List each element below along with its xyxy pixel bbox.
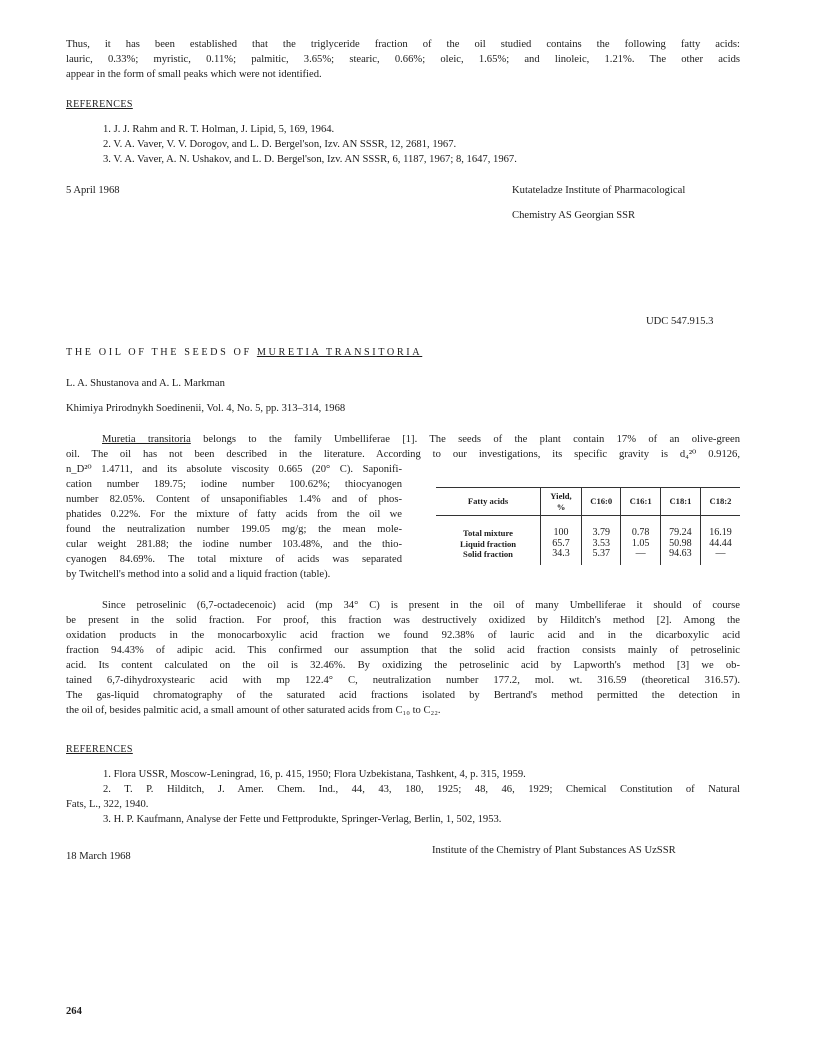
cell-value: — [700,549,740,565]
cell-value: 5.37 [582,549,621,565]
institution-line: Institute of the Chemistry of Plant Substances AS UzSSR [432,845,676,856]
body-para2-line: oxidation products in the monocarboxylic acid fraction we found 92.38% of lauric acid and in the dicarboxylic acid [66,630,740,641]
cell-value: 100 [541,516,582,539]
body-narrow-line: number 82.05%. Content of unsaponifiables 1.4% and of phos- [66,494,402,505]
fatty-acids-table [436,487,740,565]
received-date: 5 April 1968 [66,185,120,196]
table-row [436,539,740,550]
reference-item: 3. H. P. Kaufmann, Analyse der Fette und Fettprodukte, Springer-Verlag, Berlin, 1, 502, 1953. [103,814,502,825]
body-narrow-line: cation number 189.75; iodine number 100.62%; thiocyanogen [66,479,402,490]
reference-item: Fats, L., 322, 1940. [66,799,149,810]
body-para2-line: acid. Its content calculated on the oil is 32.46%. By oxidizing the petroselinic acid by Lapworth's method [3] we ob- [66,660,740,671]
header-c16-1: C16:1 [621,488,660,516]
article-title-prefix: THE OIL OF THE SEEDS OF [66,347,257,358]
para2-line-text: Since petroselinic (6,7-octadecenoic) acid (mp 34° C) is present in the oil of many Umbelliferae it should of course [102,600,740,611]
body-line-2: oil. The oil has not been described in the literature. According to our investigations, its specific gravity is d₄²⁰ 0.9126, [66,449,740,460]
cell-value: 94.63 [660,549,700,565]
header-fatty-acids: Fatty acids [467,496,509,507]
cell-value: 16.19 [700,516,740,539]
body-line-1 [66,432,740,448]
header-c18-2: C18:2 [700,488,740,516]
body-narrow-line: by Twitchell's method into a solid and a liquid fraction (table). [66,569,331,580]
udc-code: UDC 547.915.3 [646,316,714,327]
body-para2-line: tained 6,7-dihydroxystearic acid with mp 122.4° C, neutralization number 177.2, mol. wt. 316.59 (theoretical 316.57). [66,675,740,686]
table-row [436,549,740,565]
article-title [66,345,422,361]
intro-line-2: lauric, 0.33%; myristic, 0.11%; palmitic, 3.65%; stearic, 0.66%; oleic, 1.65%; and linoleic, 1.21%. The other acids [66,54,740,65]
reference-item: 2. V. A. Vaver, V. V. Dorogov, and L. D. Bergel'son, Izv. AN SSSR, 12, 2681, 1967. [103,139,457,150]
article-title-species: MURETIA TRANSITORIA [256,347,423,358]
received-date: 18 March 1968 [66,851,131,862]
cell-value: 44.44 [700,539,740,550]
intro-line-3: appear in the form of small peaks which were not identified. [66,69,322,80]
table-header-row [436,488,740,516]
cell-value: 34.3 [541,549,582,565]
institution-line: Kutateladze Institute of Pharmacological [512,185,686,196]
body-narrow-line: found the neutralization number 199.05 mg/g; the mean mole- [66,524,402,535]
cell-value: — [621,549,660,565]
cell-value: 3.53 [582,539,621,550]
body-para2-line: be present in the solid fraction. For proof, this fraction was destructively oxidized by Hilditch's method [2]. Among the [66,615,740,626]
body-narrow-line: cular weight 281.88; the iodine number 103.48%, and the thio- [66,539,402,550]
header-c16-0: C16:0 [582,488,621,516]
cell-value: 0.78 [621,516,660,539]
references-heading: REFERENCES [66,99,133,110]
row-label: Liquid fraction [459,538,517,549]
institution-line: Chemistry AS Georgian SSR [512,210,636,221]
cell-value: 3.79 [582,516,621,539]
references-heading: REFERENCES [66,744,133,755]
body-line-1-text: belongs to the family Umbelliferae [1]. The seeds of the plant contain 17% of an olive-green [190,434,740,445]
body-para2-line [66,598,740,614]
fatty-acids-table-wrap [436,487,740,565]
row-label: Total mixture [463,528,513,539]
body-narrow-line: phatides 0.22%. For the mixture of fatty acids from the oil we [66,509,402,520]
reference-item: 1. Flora USSR, Moscow-Leningrad, 16, p. 415, 1950; Flora Uzbekistana, Tashkent, 4, p. 315, 1959. [103,769,526,780]
header-c18-1: C18:1 [660,488,700,516]
cell-value: 50.98 [660,539,700,550]
body-para2-line: the oil of, besides palmitic acid, a small amount of other saturated acids from C₁₀ to C₂₂. [66,705,441,716]
table-row [436,516,740,539]
body-para2-line: The gas-liquid chromatography of the saturated acid fractions isolated by Bertrand's method permitted the detection in [66,690,740,701]
article-authors: L. A. Shustanova and A. L. Markman [66,378,225,389]
row-label: Solid fraction [463,549,513,560]
body-narrow-line: cyanogen 84.69%. The total mixture of acids was separated [66,554,402,565]
article-journal: Khimiya Prirodnykh Soedinenii, Vol. 4, No. 5, pp. 313–314, 1968 [66,403,346,414]
body-narrow-line: n_D²⁰ 1.4711, and its absolute viscosity 0.665 (20° C). Saponifi- [66,464,402,475]
header-yield: Yield, % [541,488,582,516]
species-name: Muretia transitoria [102,434,191,445]
intro-line-1: Thus, it has been established that the triglyceride fraction of the oil studied contains the following fatty acids: [66,39,740,50]
cell-value: 1.05 [621,539,660,550]
reference-item: 1. J. J. Rahm and R. T. Holman, J. Lipid, 5, 169, 1964. [103,124,335,135]
page-number: 264 [66,1006,82,1017]
reference-item: 2. T. P. Hilditch, J. Amer. Chem. Ind., 44, 43, 180, 1925; 48, 46, 1929; Chemical Constitution of Natural [103,784,740,795]
reference-item: 3. V. A. Vaver, A. N. Ushakov, and L. D. Bergel'son, Izv. AN SSSR, 6, 1187, 1967; 8, 1647, 1967. [103,154,517,165]
cell-value: 79.24 [660,516,700,539]
cell-value: 65.7 [541,539,582,550]
body-para2-line: fraction 94.43% of adipic acid. This confirmed our assumption that the solid acid fraction consists mainly of petroselinic [66,645,740,656]
